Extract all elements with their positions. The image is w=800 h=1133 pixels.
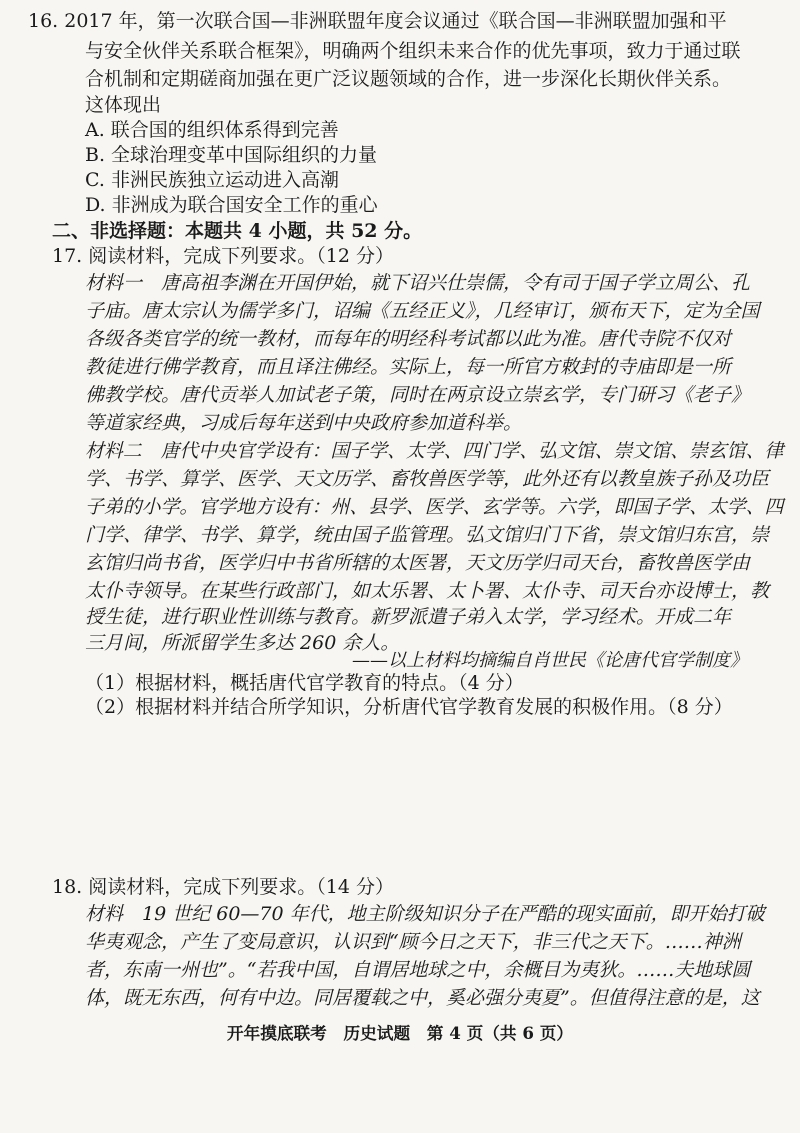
q17-question-2: （2）根据材料并结合所学知识，分析唐代官学教育发展的积极作用。（8 分） (85, 696, 733, 718)
q18-material-line-4: 体，既无东西，何有中边。同居覆载之中，奚必强分夷夏”。但值得注意的是，这 (85, 987, 760, 1009)
q18-material-line-2: 华夷观念，产生了变局意识，认识到“顾今日之天下，非三代之天下。……神洲 (85, 931, 741, 953)
q16-stem-line-3: 合机制和定期磋商加强在更广泛议题领域的合作，进一步深化长期伙伴关系。 (85, 68, 732, 90)
q17-stem: 17. 阅读材料，完成下列要求。（12 分） (52, 245, 394, 267)
q16-option-d: D. 非洲成为联合国安全工作的重心 (85, 194, 378, 216)
q17-material2-line-4: 门学、律学、书学、算学，统由国子监管理。弘文馆归门下省，崇文馆归东宫，崇 (85, 524, 770, 546)
q16-option-a: A. 联合国的组织体系得到完善 (85, 119, 339, 141)
q17-material2-line-6: 太仆寺领导。在某些行政部门，如太乐署、太卜署、太仆寺、司天台亦设博士，教 (85, 580, 770, 602)
q16-stem-line-4: 这体现出 (85, 94, 162, 116)
section2-heading: 二、非选择题：本题共 4 小题，共 52 分。 (52, 220, 423, 242)
q17-source-citation: ——以上材料均摘编自肖世民《论唐代官学制度》 (352, 650, 748, 671)
q17-material2-line-1: 材料二 唐代中央官学设有：国子学、太学、四门学、弘文馆、崇文馆、崇玄馆、律 (85, 440, 784, 462)
q16-option-b: B. 全球治理变革中国际组织的力量 (85, 144, 378, 166)
q18-stem: 18. 阅读材料，完成下列要求。（14 分） (52, 876, 394, 898)
q17-material1-line-3: 各级各类官学的统一教材，而每年的明经科考试都以此为准。唐代寺院不仅对 (85, 328, 732, 350)
q16-stem-line-2: 与安全伙伴关系联合框架》，明确两个组织未来合作的优先事项，致力于通过联 (85, 40, 741, 62)
q17-material2-line-2: 学、书学、算学、医学、天文历学、畜牧兽医学等，此外还有以教皇族子孙及功臣 (85, 468, 770, 490)
q17-material2-line-7: 授生徒，进行职业性训练与教育。新罗派遣子弟入太学，学习经术。开成二年 (85, 606, 732, 628)
q17-material2-line-5: 玄馆归尚书省，医学归中书省所辖的太医署，天文历学归司天台，畜牧兽医学由 (85, 552, 751, 574)
q17-material1-line-2: 子庙。唐太宗认为儒学多门，诏编《五经正义》，几经审订，颁布天下，定为全国 (85, 300, 760, 322)
q17-material2-line-3: 子弟的小学。官学地方设有：州、县学、医学、玄学等。六学，即国子学、太学、四 (85, 496, 784, 518)
q16-option-c: C. 非洲民族独立运动进入高潮 (85, 169, 339, 191)
q17-material1-line-1: 材料一 唐高祖李渊在开国伊始，就下诏兴仕崇儒，令有司于国子学立周公、孔 (85, 272, 751, 294)
q18-material-line-1: 材料 19 世纪 60—70 年代，地主阶级知识分子在严酷的现实面前，即开始打破 (85, 903, 765, 925)
q18-material-line-3: 者，东南一州也”。“若我中国，自谓居地球之中，余概目为夷狄。……夫地球圆 (85, 959, 751, 981)
page-footer: 开年摸底联考 历史试题 第 4 页（共 6 页） (226, 1023, 574, 1043)
q17-material2-line-8: 三月间，所派留学生多达 260 余人。 (85, 632, 400, 654)
q17-material1-line-4: 教徒进行佛学教育，而且译注佛经。实际上，每一所官方敕封的寺庙即是一所 (85, 356, 732, 378)
q17-material1-line-5: 佛教学校。唐代贡举人加试老子策，同时在两京设立崇玄学，专门研习《老子》 (85, 384, 751, 406)
q16-stem-line-1: 16. 2017 年，第一次联合国—非洲联盟年度会议通过《联合国—非洲联盟加强和平 (28, 10, 727, 32)
q17-question-1: （1）根据材料，概括唐代官学教育的特点。（4 分） (85, 672, 524, 694)
q17-material1-line-6: 等道家经典，习成后每年送到中央政府参加道科举。 (85, 412, 523, 434)
